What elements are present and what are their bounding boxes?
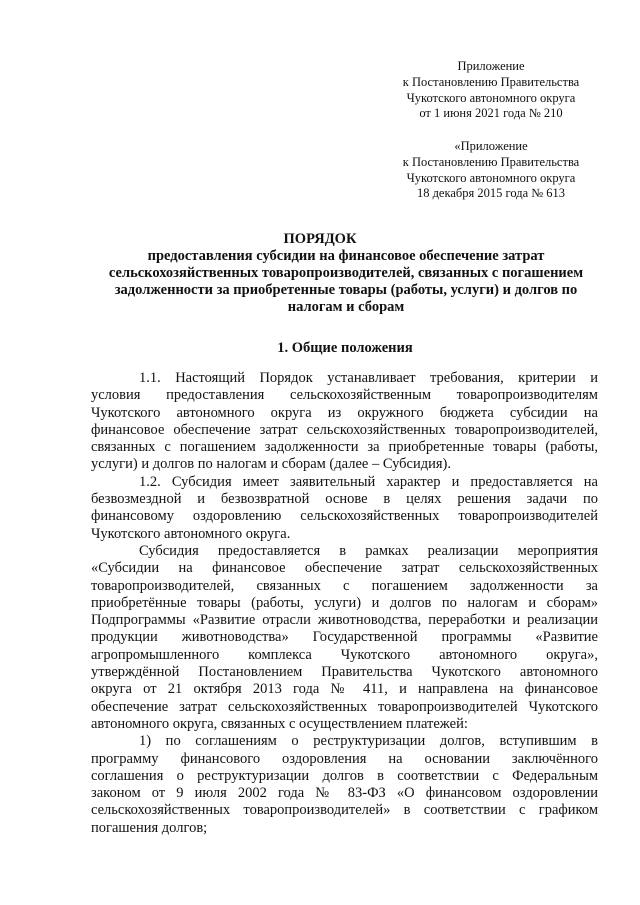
text-line: «Субсидии на финансовое обеспечение затрат сельскохозяйственных <box>91 560 598 577</box>
text-line: условия предоставления сельскохозяйственным товаропроизводителям <box>91 387 598 404</box>
appendix-line: от 1 июня 2021 года № 210 <box>419 106 563 121</box>
appendix-line: Чукотского автономного округа <box>406 170 576 185</box>
text-line: утверждённой Постановлением Правительства Чукотского автономного <box>91 664 598 681</box>
text-line: безвозмездной и безвозвратной основе в целях решения задачи по <box>91 491 598 508</box>
appendix-line: Приложение <box>457 59 525 73</box>
text-line: Подпрограммы «Развитие отрасли животноводства, переработки и реализации <box>91 612 598 629</box>
text-line: связанных с погашением задолженности за приобретенные товары (работы, <box>91 439 598 456</box>
text-line: агропромышленного комплекса Чукотского автономного округа», <box>91 646 598 663</box>
text-line: сельскохозяйственных товаропроизводителей» в соответствии с графиком <box>91 802 598 819</box>
text-line: 1.1. Настоящий Порядок устанавливает требования, критерии и <box>139 370 598 386</box>
text-line: Чукотского автономного округа из окружного бюджета субсидии на <box>91 404 598 421</box>
text-line: законом от 9 июля 2002 года № 83-ФЗ «О финансовом оздоровлении <box>91 785 598 802</box>
paragraph-item-1 <box>91 733 598 837</box>
text-line: продукции животноводства» Государственной программы «Развитие <box>91 629 598 646</box>
text-line: 1) по соглашениям о реструктуризации долгов, вступившим в <box>139 733 598 750</box>
subtitle-line: сельскохозяйственных товаропроизводителей, связанных с погашением <box>108 265 584 281</box>
appendix-block-current <box>386 59 596 122</box>
subtitle-line: задолженности за приобретенные товары (работы, услуги) и долгов по <box>114 282 578 298</box>
text-line: Чукотского автономного округа. <box>91 525 291 542</box>
document-subtitle <box>96 248 596 316</box>
text-line: услуги) и долгов по налогам и сборам (далее – Субсидия). <box>91 456 452 473</box>
appendix-line: к Постановлению Правительства <box>402 74 580 89</box>
text-line: Субсидия предоставляется в рамках реализации мероприятия <box>139 542 598 559</box>
document-title: ПОРЯДОК <box>283 231 357 247</box>
appendix-line: Чукотского автономного округа <box>406 90 576 105</box>
text-line: автономного округа, связанных с осуществлением платежей: <box>91 715 468 732</box>
appendix-line: 18 декабря 2015 года № 613 <box>416 186 566 201</box>
subtitle-line: предоставления субсидии на финансовое обеспечение затрат <box>147 248 545 264</box>
document-body <box>91 370 598 837</box>
text-line: финансовому оздоровлению сельскохозяйственных товаропроизводителей <box>91 508 598 525</box>
paragraph-1-2 <box>91 474 598 543</box>
appendix-line: к Постановлению Правительства <box>402 154 580 169</box>
text-line: соглашения о реструктуризации долгов в соответствии с Федеральным <box>91 767 598 784</box>
text-line: программу финансового оздоровления на основании заключённого <box>91 750 598 767</box>
text-line: погашения долгов; <box>91 819 208 836</box>
appendix-line: «Приложение <box>454 139 528 153</box>
text-line: 1.2. Субсидия имеет заявительный характер и предоставляется на <box>139 473 598 490</box>
text-line: товаропроизводителей, связанных с погашением задолженности за <box>91 577 598 594</box>
appendix-block-original <box>386 139 596 202</box>
subtitle-line: налогам и сборам <box>287 299 405 315</box>
text-line: обеспечение затрат сельскохозяйственных товаропроизводителей Чукотского <box>91 698 598 715</box>
section-heading: 1. Общие положения <box>277 340 413 356</box>
text-line: округа от 21 октября 2013 года № 411, и направлена на финансовое <box>91 681 598 698</box>
text-line: финансовое обеспечение затрат сельскохозяйственных товаропроизводителей, <box>91 421 598 438</box>
text-line: приобретённые товары (работы, услуги) и долгов по налогам и сборам» <box>91 594 598 611</box>
paragraph-subsidy-framework <box>91 543 598 733</box>
paragraph-1-1 <box>91 370 598 474</box>
